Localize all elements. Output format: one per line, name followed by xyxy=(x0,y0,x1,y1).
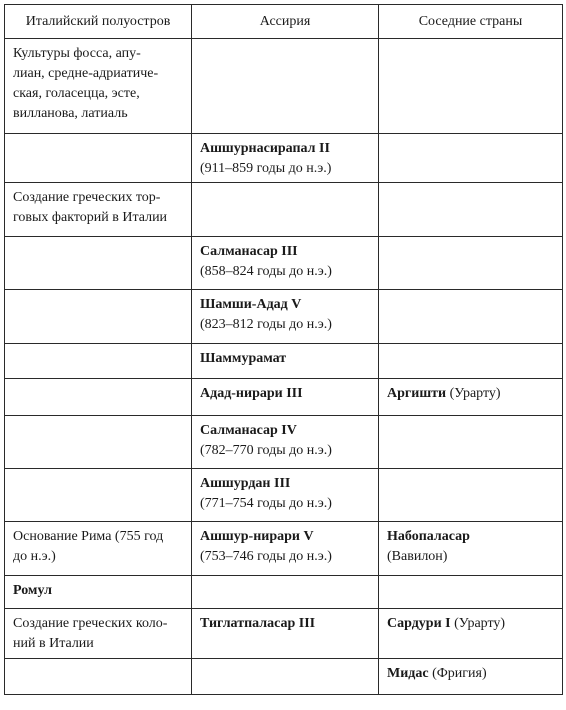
cell-italy xyxy=(5,183,192,237)
cell-italy xyxy=(5,237,192,290)
text-line: Основание Рима (755 год xyxy=(13,529,164,544)
cell-content xyxy=(5,39,191,124)
text-line: ний в Италии xyxy=(13,636,94,651)
cell-assyria xyxy=(192,522,379,576)
ruler-name: Ромул xyxy=(13,583,52,598)
header-neighbors: Соседние страны xyxy=(379,5,563,39)
text-line: лиан, средне-адриатиче- xyxy=(13,66,159,81)
table-row xyxy=(5,576,563,609)
cell-content xyxy=(192,522,378,567)
table-row xyxy=(5,469,563,522)
table-row xyxy=(5,522,563,576)
entry-line xyxy=(387,614,555,634)
text-line: (911–859 годы до н.э.) xyxy=(200,161,332,176)
cell-neighbors xyxy=(379,416,563,469)
cell-italy xyxy=(5,134,192,183)
cell-italy xyxy=(5,522,192,576)
cell-neighbors xyxy=(379,469,563,522)
entry-line xyxy=(13,581,184,601)
cell-italy xyxy=(5,469,192,522)
text-line: говых факторий в Италии xyxy=(13,210,168,225)
cell-italy xyxy=(5,379,192,416)
text-line: Культуры фосса, апу- xyxy=(13,46,141,61)
cell-assyria xyxy=(192,416,379,469)
cell-assyria xyxy=(192,469,379,522)
entry-line xyxy=(387,527,555,547)
cell-italy xyxy=(5,39,192,134)
cell-italy xyxy=(5,290,192,344)
cell-italy xyxy=(5,609,192,659)
cell-assyria xyxy=(192,290,379,344)
cell-neighbors xyxy=(379,344,563,379)
text-line: ская, голасецца, эсте, xyxy=(13,86,140,101)
cell-assyria xyxy=(192,576,379,609)
table-row xyxy=(5,416,563,469)
entry-line xyxy=(200,527,371,547)
text-line: (823–812 годы до н.э.) xyxy=(200,317,332,332)
region-note: (Фригия) xyxy=(428,666,487,681)
entry-line xyxy=(200,384,371,404)
cell-content xyxy=(5,609,191,654)
cell-neighbors xyxy=(379,39,563,134)
ruler-name: Салманасар IV xyxy=(200,423,297,438)
ruler-name: Сардури I xyxy=(387,616,451,631)
table-body xyxy=(5,39,563,695)
cell-italy xyxy=(5,576,192,609)
ruler-name: Мидас xyxy=(387,666,429,681)
header-italy: Италийский полуостров xyxy=(5,5,192,39)
table-row xyxy=(5,659,563,695)
cell-assyria xyxy=(192,659,379,695)
entry-line xyxy=(200,614,371,634)
cell-neighbors xyxy=(379,576,563,609)
cell-content xyxy=(192,379,378,404)
cell-assyria xyxy=(192,134,379,183)
region-note: (Урарту) xyxy=(446,386,501,401)
ruler-name: Аргишти xyxy=(387,386,447,401)
cell-content xyxy=(379,522,562,567)
ruler-name: Салманасар III xyxy=(200,244,298,259)
entry-line xyxy=(200,242,371,262)
text-line: до н.э.) xyxy=(13,549,56,564)
cell-content xyxy=(5,522,191,567)
table-row xyxy=(5,344,563,379)
cell-assyria xyxy=(192,609,379,659)
cell-content xyxy=(379,659,562,684)
cell-assyria xyxy=(192,379,379,416)
cell-neighbors xyxy=(379,659,563,695)
entry-line xyxy=(200,474,371,494)
ruler-name: Ашшурдан III xyxy=(200,476,291,491)
cell-neighbors xyxy=(379,183,563,237)
text-line: (858–824 годы до н.э.) xyxy=(200,264,332,279)
text-line: Создание греческих тор- xyxy=(13,190,161,205)
entry-line xyxy=(200,139,371,159)
ruler-name: Набопаласар xyxy=(387,529,470,544)
cell-content xyxy=(192,469,378,514)
text-line: вилланова, латиаль xyxy=(13,106,128,121)
table-row xyxy=(5,290,563,344)
cell-content xyxy=(192,290,378,335)
entry-line xyxy=(387,384,555,404)
text-line: (Вавилон) xyxy=(387,549,448,564)
text-line: Создание греческих коло- xyxy=(13,616,168,631)
ruler-name: Шамши-Адад V xyxy=(200,297,302,312)
text-line: (782–770 годы до н.э.) xyxy=(200,443,332,458)
cell-neighbors xyxy=(379,290,563,344)
ruler-name: Ашшур-нирари V xyxy=(200,529,314,544)
chronology-table xyxy=(4,4,563,695)
table-row xyxy=(5,379,563,416)
cell-content xyxy=(379,609,562,634)
cell-neighbors xyxy=(379,609,563,659)
ruler-name: Адад-нирари III xyxy=(200,386,303,401)
text-line: (753–746 годы до н.э.) xyxy=(200,549,332,564)
cell-content xyxy=(5,576,191,601)
entry-line xyxy=(200,421,371,441)
cell-content xyxy=(192,237,378,282)
cell-neighbors xyxy=(379,379,563,416)
header-row xyxy=(5,5,563,39)
cell-content xyxy=(379,379,562,404)
cell-assyria xyxy=(192,183,379,237)
entry-line xyxy=(387,664,555,684)
cell-content xyxy=(192,134,378,179)
table-row xyxy=(5,609,563,659)
cell-neighbors xyxy=(379,134,563,183)
cell-assyria xyxy=(192,39,379,134)
region-note: (Урарту) xyxy=(450,616,506,631)
cell-italy xyxy=(5,659,192,695)
cell-content xyxy=(192,344,378,369)
cell-assyria xyxy=(192,237,379,290)
ruler-name: Шаммурамат xyxy=(200,351,287,366)
table-row xyxy=(5,134,563,183)
table-row xyxy=(5,183,563,237)
cell-content xyxy=(192,609,378,634)
header-assyria: Ассирия xyxy=(192,5,379,39)
table-row xyxy=(5,237,563,290)
cell-assyria xyxy=(192,344,379,379)
cell-neighbors xyxy=(379,237,563,290)
cell-italy xyxy=(5,344,192,379)
entry-line xyxy=(200,295,371,315)
cell-content xyxy=(192,416,378,461)
cell-italy xyxy=(5,416,192,469)
table-row xyxy=(5,39,563,134)
cell-content xyxy=(5,183,191,228)
text-line: (771–754 годы до н.э.) xyxy=(200,496,332,511)
ruler-name: Тиглатпаласар III xyxy=(200,616,316,631)
entry-line xyxy=(200,349,371,369)
ruler-name: Ашшурнасирапал II xyxy=(200,141,330,156)
cell-neighbors xyxy=(379,522,563,576)
